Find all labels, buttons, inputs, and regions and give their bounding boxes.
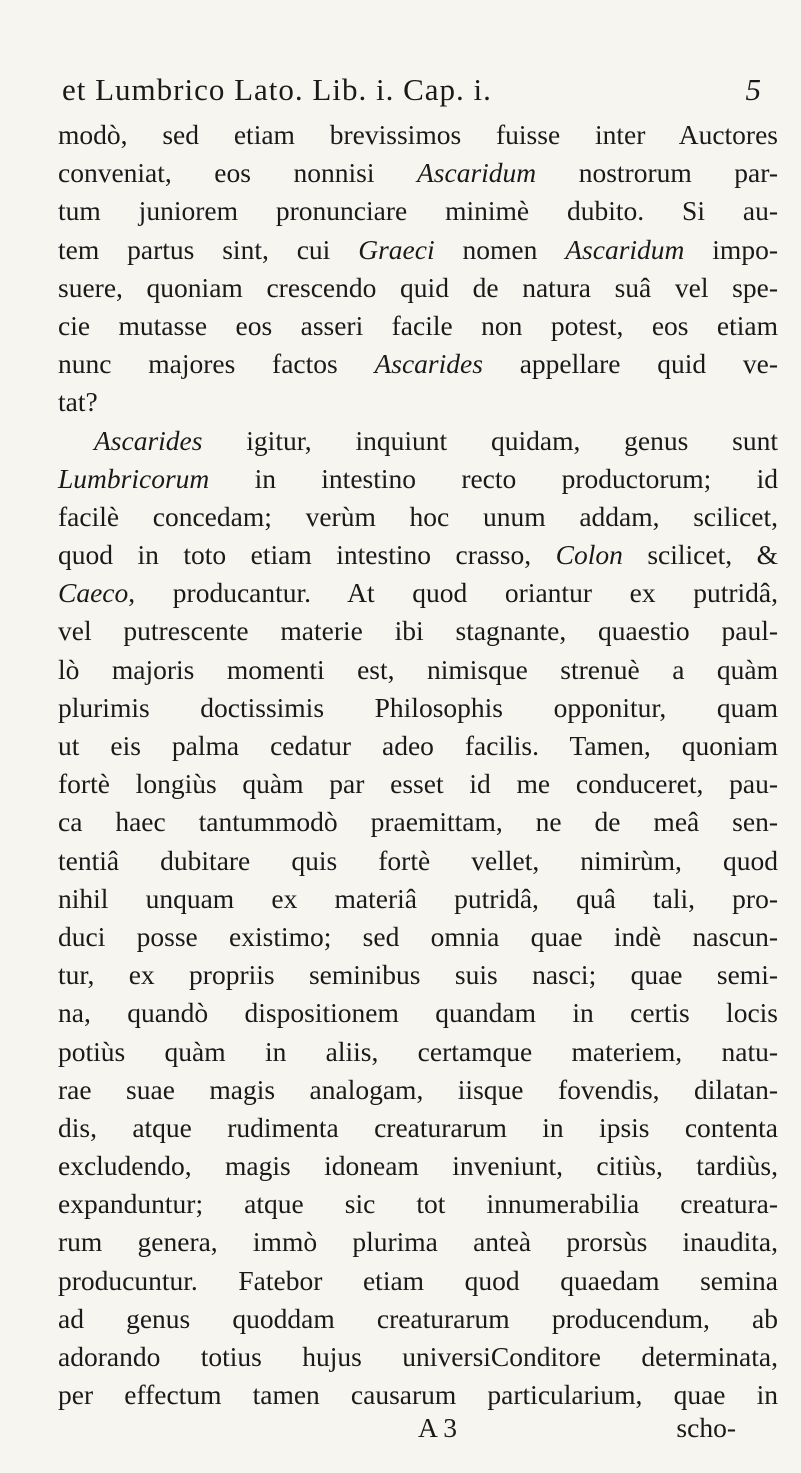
italic-term: Lumbricorum bbox=[58, 462, 210, 494]
text-line bbox=[58, 574, 778, 612]
text-line bbox=[58, 612, 778, 650]
text-line bbox=[58, 383, 778, 421]
text-run: excludendo, magis idoneam inveniunt, citiùs, tardiùs, bbox=[58, 1150, 778, 1182]
text-run: tem partus sint, cui bbox=[58, 233, 359, 265]
text-run: modò, sed etiam brevissimos fuisse inter Auctores bbox=[58, 119, 778, 150]
page-number: 5 bbox=[745, 72, 762, 107]
text-line bbox=[58, 803, 778, 841]
text-run: suere, quoniam crescendo quid de natura suâ vel spe- bbox=[58, 271, 778, 303]
text-run: nunc majores factos bbox=[58, 348, 375, 380]
text-line bbox=[58, 1033, 778, 1071]
text-line bbox=[58, 1376, 778, 1414]
text-line bbox=[58, 345, 778, 383]
text-line bbox=[58, 154, 778, 192]
italic-term: Ascaridum bbox=[565, 233, 685, 265]
text-run: ut eis palma cedatur adeo facilis. Tamen, quoniam bbox=[58, 730, 778, 761]
text-run: appellare quid ve- bbox=[482, 348, 778, 380]
text-run: scilicet, & bbox=[622, 539, 778, 571]
page-footer bbox=[58, 1412, 778, 1452]
italic-term: Caeco bbox=[58, 577, 129, 609]
text-run: per effectum tamen causarum particularium, quae in bbox=[58, 1379, 778, 1411]
text-run: tat? bbox=[58, 386, 98, 418]
text-line bbox=[58, 536, 778, 574]
text-line bbox=[58, 956, 778, 994]
text-line bbox=[58, 1300, 778, 1338]
text-line bbox=[58, 727, 778, 765]
text-line bbox=[58, 918, 778, 956]
text-line bbox=[58, 307, 778, 345]
text-run: fortè longiùs quàm par esset id me conduceret, pau- bbox=[58, 768, 778, 800]
text-run: impo- bbox=[684, 233, 778, 265]
italic-term: Colon bbox=[555, 539, 623, 571]
text-run: potiùs quàm in aliis, certamque materiem, natu- bbox=[58, 1035, 778, 1067]
text-run: lò majoris momenti est, nimisque strenuè a quàm bbox=[58, 653, 778, 685]
text-run: adorando totius hujus universiConditore determinata, bbox=[58, 1341, 778, 1372]
text-run: tum juniorem pronunciare minimè dubito. Si au- bbox=[58, 195, 778, 227]
text-run: tur, ex propriis seminibus suis nasci; quae semi- bbox=[58, 959, 778, 991]
running-title: et Lumbrico Lato. Lib. i. Cap. i. bbox=[62, 72, 492, 107]
text-run: ad genus quoddam creaturarum producendum, ab bbox=[58, 1302, 778, 1334]
text-line bbox=[58, 765, 778, 803]
text-run: plurimis doctissimis Philosophis opponitur, quam bbox=[58, 691, 778, 723]
text-run: rae suae magis analogam, iisque fovendis, dilatan- bbox=[58, 1073, 778, 1105]
text-run: igitur, inquiunt quidam, genus sunt bbox=[202, 424, 778, 456]
text-line bbox=[58, 460, 778, 498]
text-run: nostrorum par- bbox=[536, 157, 778, 189]
text-run: in intestino recto productorum; id bbox=[209, 462, 778, 494]
text-line bbox=[58, 651, 778, 689]
text-line bbox=[58, 422, 778, 460]
text-run: conveniat, eos nonnisi bbox=[58, 157, 417, 189]
text-line bbox=[58, 1147, 778, 1185]
text-run: expanduntur; atque sic tot innumerabilia creatura- bbox=[58, 1188, 778, 1220]
catchword: scho- bbox=[676, 1412, 736, 1443]
text-line bbox=[58, 1338, 778, 1376]
text-line bbox=[58, 1223, 778, 1261]
text-run: facilè concedam; verùm hoc unum addam, scilicet, bbox=[58, 500, 778, 532]
text-run: quod in toto etiam intestino crasso, bbox=[58, 539, 556, 571]
text-line bbox=[58, 994, 778, 1032]
text-run: tentiâ dubitare quis fortè vellet, nimirùm, quod bbox=[58, 844, 778, 876]
text-line bbox=[58, 689, 778, 727]
text-line bbox=[58, 880, 778, 918]
italic-term: Ascarides bbox=[374, 348, 483, 380]
text-run: vel putrescente materie ibi stagnante, quaestio paul- bbox=[58, 615, 778, 647]
text-line bbox=[58, 1071, 778, 1109]
text-run: na, quandò dispositionem quandam in certis locis bbox=[58, 997, 778, 1029]
text-line bbox=[58, 842, 778, 880]
running-head bbox=[62, 72, 762, 108]
text-line bbox=[58, 498, 778, 536]
text-run: nomen bbox=[434, 233, 566, 265]
text-run: nihil unquam ex materiâ putridâ, quâ tali, pro- bbox=[58, 882, 778, 914]
body-text bbox=[58, 116, 778, 1414]
text-line bbox=[58, 116, 778, 154]
text-run: duci posse existimo; sed omnia quae indè nascun- bbox=[58, 920, 778, 952]
italic-term: Ascaridum bbox=[417, 157, 537, 189]
text-run: , producantur. At quod oriantur ex putridâ, bbox=[128, 577, 778, 609]
text-line bbox=[58, 192, 778, 230]
text-line bbox=[58, 269, 778, 307]
text-run: dis, atque rudimenta creaturarum in ipsis contenta bbox=[58, 1111, 778, 1143]
text-line bbox=[58, 1109, 778, 1147]
italic-term: Graeci bbox=[358, 233, 435, 265]
italic-term: Ascarides bbox=[94, 424, 203, 456]
text-line bbox=[58, 1185, 778, 1223]
text-run: producuntur. Fatebor etiam quod quaedam semina bbox=[58, 1264, 778, 1296]
text-run: ca haec tantummodò praemittam, ne de meâ sen- bbox=[58, 806, 778, 838]
text-line bbox=[58, 231, 778, 269]
signature-mark: A 3 bbox=[418, 1412, 457, 1443]
text-run: rum genera, immò plurima anteà prorsùs inaudita, bbox=[58, 1226, 778, 1258]
text-line bbox=[58, 1262, 778, 1300]
text-run: cie mutasse eos asseri facile non potest, eos etiam bbox=[58, 309, 778, 341]
